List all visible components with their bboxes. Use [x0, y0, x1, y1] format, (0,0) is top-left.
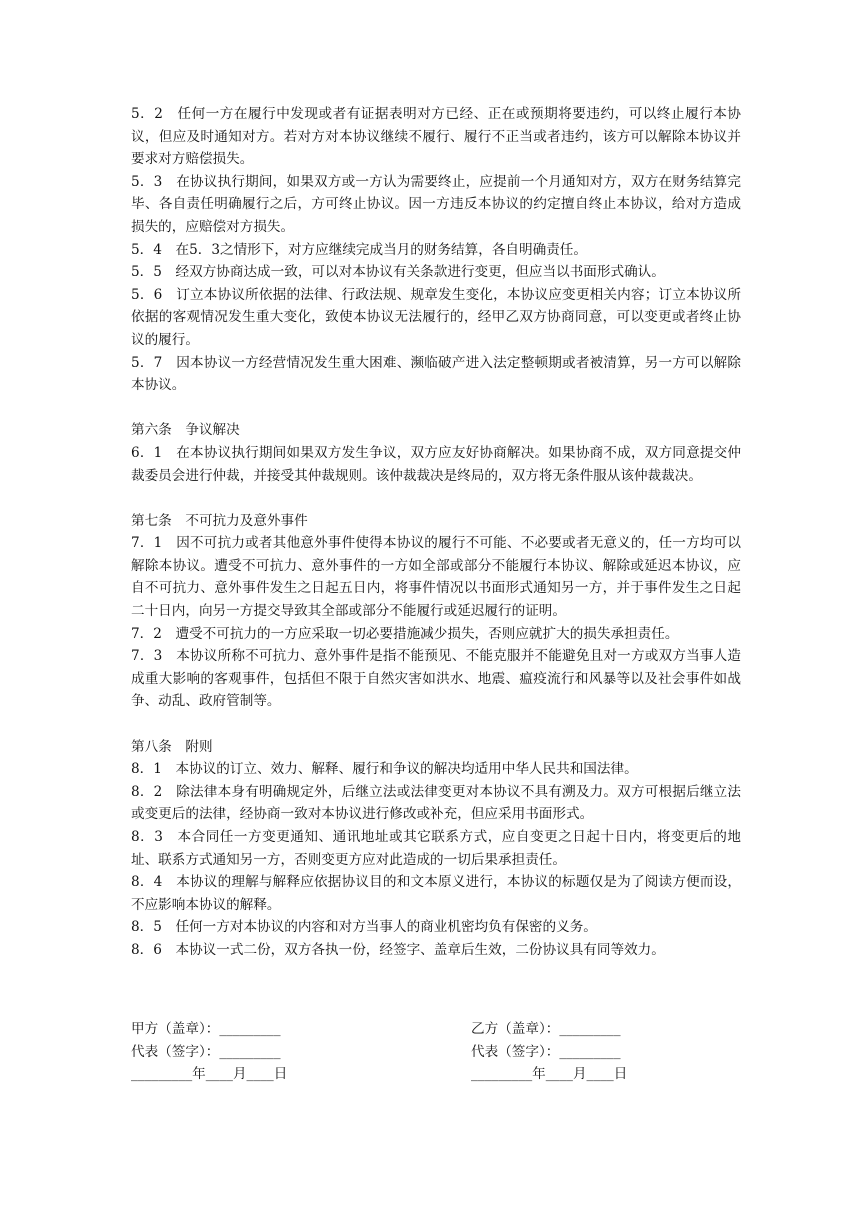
clause-paragraph: 8．2 除法律本身有明确规定外，后继立法或法律变更对本协议不具有溯及力。双方可根据后继立法或变更后的法律，经协商一致对本协议进行修改或补充，但应采用书面形式。 [131, 783, 741, 823]
section-spacer [131, 397, 741, 420]
clause-paragraph: 8．5 任何一方对本协议的内容和对方当事人的商业机密均负有保密的义务。 [131, 919, 597, 936]
party-a-seal-line: 甲方（盖章）：_________ [131, 1021, 281, 1037]
party-b-representative-line: 代表（签字）：_________ [471, 1043, 621, 1060]
clause-paragraph: 8．4 本协议的理解与解释应依据协议目的和文本原义进行，本协议的标题仅是为了阅读方便而设，不应影响本协议的解释。 [131, 874, 741, 913]
clause-paragraph: 5．7 因本协议一方经营情况发生重大困难、濒临破产进入法定整顿期或者被清算，另一方可以解除本协议。 [131, 354, 741, 394]
agreement-body [131, 103, 741, 962]
clause-paragraph: 7．2 遭受不可抗力的一方应采取一切必要措施减少损失，否则应就扩大的损失承担责任。 [131, 625, 679, 642]
clause-paragraph: 5．5 经双方协商达成一致，可以对本协议有关条款进行变更，但应当以书面形式确认。 [131, 264, 665, 281]
section-spacer [131, 713, 741, 736]
party-b-date-line: _________年____月____日 [471, 1066, 628, 1083]
party-a-representative-line: 代表（签字）：_________ [131, 1043, 281, 1060]
clause-paragraph: 5．3 在协议执行期间，如果双方或一方认为需要终止，应提前一个月通知对方，双方在财务结算完毕、各自责任明确履行之后，方可终止协议。因一方违反本协议的约定擅自终止本协议，给对方造成损失的，应赔偿对方损失。 [131, 173, 741, 235]
clause-paragraph: 5．2 任何一方在履行中发现或者有证据表明对方已经、正在或预期将要违约，可以终止履行本协议，但应及时通知对方。若对方对本协议继续不履行、履行不正当或者违约，该方可以解除本协议并要求对方赔偿损失。 [131, 106, 741, 168]
clause-paragraph: 6．1 在本协议执行期间如果双方发生争议，双方应友好协商解决。如果协商不成，双方同意提交仲裁委员会进行仲裁，并接受其仲裁规则。该仲裁裁决是终局的，双方将无条件服从该仲裁裁决。 [131, 444, 741, 484]
clause-paragraph: 5．6 订立本协议所依据的法律、行政法规、规章发生变化，本协议应变更相关内容；订立本协议所依据的客观情况发生重大变化，致使本协议无法履行的，经甲乙双方协商同意，可以变更或者终止协议的履行。 [131, 286, 741, 348]
clause-paragraph: 8．1 本协议的订立、效力、解释、履行和争议的解决均适用中华人民共和国法律。 [131, 761, 638, 778]
section-heading: 第八条 附则 [131, 738, 213, 755]
clause-paragraph: 7．1 因不可抗力或者其他意外事件使得本协议的履行不可能、不必要或者无意义的，任一方均可以解除本协议。遭受不可抗力、意外事件的一方如全部或部分不能履行本协议、解除或延迟本协议，应自不可抗力、意外事件发生之日起五日内，将事件情况以书面形式通知另一方，并于事件发生之日起二十日内，向另一方提交导致其全部或部分不能履行或延迟履行的证明。 [131, 535, 741, 620]
party-b-seal-line: 乙方（盖章）：_________ [471, 1021, 621, 1037]
seal-row [131, 1018, 741, 1041]
signature-block [131, 1018, 741, 1086]
clause-paragraph: 7．3 本协议所称不可抗力、意外事件是指不能预见、不能克服并不能避免且对一方或双方当事人造成重大影响的客观事件，包括但不限于自然灾害如洪水、地震、瘟疫流行和风暴等以及社会事件如战争、动乱、政府管制等。 [131, 648, 741, 710]
date-row [131, 1063, 741, 1086]
clause-paragraph: 8．3 本合同任一方变更通知、通讯地址或其它联系方式，应自变更之日起十日内，将变更后的地址、联系方式通知另一方，否则变更方应对此造成的一切后果承担责任。 [131, 829, 741, 868]
section-heading: 第七条 不可抗力及意外事件 [131, 512, 308, 529]
representative-row [131, 1041, 741, 1064]
party-a-date-line: _________年____月____日 [131, 1066, 288, 1083]
section-heading: 第六条 争议解决 [131, 422, 240, 439]
clause-paragraph: 5．4 在5．3之情形下，对方应继续完成当月的财务结算，各自明确责任。 [131, 241, 587, 258]
clause-paragraph: 8．6 本协议一式二份，双方各执一份，经签字、盖章后生效，二份协议具有同等效力。 [131, 941, 665, 958]
section-spacer [131, 487, 741, 510]
